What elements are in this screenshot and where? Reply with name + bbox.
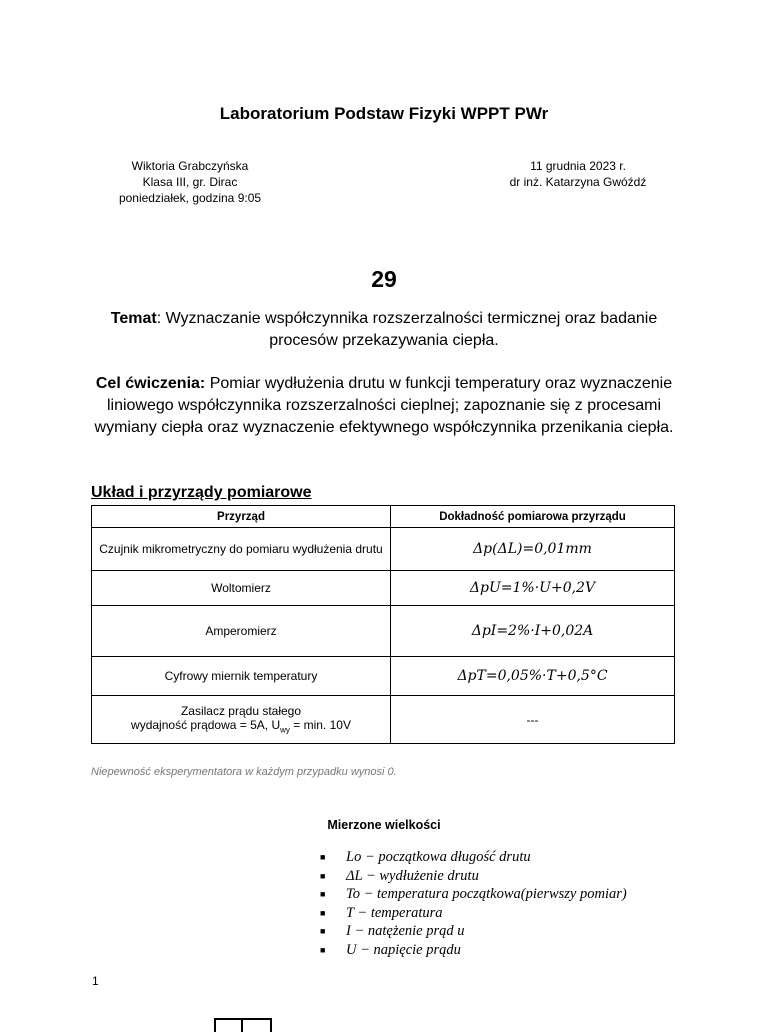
- list-item: [320, 885, 627, 904]
- spec-text: wydajność prądowa = 5A, U: [131, 718, 281, 733]
- list-item-text: U − napięcie prądu: [346, 941, 461, 958]
- instrument-accuracy: ΔpU=1%·U+0,2V: [391, 571, 675, 606]
- spec-text: = min. 10V: [289, 718, 351, 733]
- uncertainty-note: Niepewność eksperymentatora w każdym przypadku wynosi 0.: [91, 766, 397, 778]
- instrument-accuracy: ΔpT=0,05%·T+0,5°C: [391, 657, 675, 696]
- bullet-icon: ■: [320, 944, 326, 955]
- list-item: [320, 941, 627, 960]
- column-header-accuracy: Dokładność pomiarowa przyrządu: [391, 506, 675, 528]
- next-page-table-fragment: [214, 1018, 272, 1032]
- topic-paragraph: [90, 308, 678, 352]
- author-class: Klasa III, gr. Dirac: [142, 175, 238, 189]
- bullet-icon: ■: [320, 926, 326, 937]
- list-item: [320, 848, 627, 867]
- author-info: [100, 158, 280, 206]
- instrument-name-line: Zasilacz prądu stałego: [180, 704, 302, 719]
- exercise-number: 29: [371, 266, 397, 292]
- instrument-name: Amperomierz: [92, 606, 391, 657]
- table-row: [92, 606, 675, 657]
- list-item: [320, 867, 627, 886]
- report-date: 11 grudnia 2023 r.: [530, 159, 626, 173]
- column-header-instrument: Przyrząd: [92, 506, 391, 528]
- page-number: 1: [92, 974, 99, 988]
- list-item-text: T − temperatura: [346, 904, 443, 921]
- table-header-row: [92, 506, 675, 528]
- list-item-text: ΔL − wydłużenie drutu: [346, 867, 479, 884]
- instrument-spec-line: [96, 718, 386, 734]
- measured-list: [320, 848, 627, 959]
- goal-label: Cel ćwiczenia:: [95, 375, 206, 392]
- author-name: Wiktoria Grabczyńska: [131, 159, 249, 173]
- list-item-text: I − natężenie prąd u: [346, 923, 465, 939]
- list-item-text: Lo − początkowa długość drutu: [346, 849, 531, 865]
- date-supervisor-info: [478, 158, 678, 190]
- topic-label: Temat: [110, 310, 157, 327]
- table-row: [92, 657, 675, 696]
- instrument-accuracy: ---: [391, 696, 675, 744]
- list-item: [320, 922, 627, 941]
- goal-paragraph: [90, 373, 678, 439]
- author-session: poniedziałek, godzina 9:05: [118, 191, 262, 205]
- list-item-text: To − temperatura początkowa(pierwszy pomiar): [346, 886, 627, 902]
- instrument-name: Woltomierz: [92, 571, 391, 606]
- goal-text: Pomiar wydłużenia drutu w funkcji temperatury oraz wyznaczenie liniowego współczynnika rozszerzalności cieplnej; zapoznanie się z procesami wymiany ciepła oraz wyznaczenie efektywnego współczynnika przenikania ciepła.: [94, 375, 674, 436]
- spec-subscript: wy: [280, 725, 290, 735]
- instrument-accuracy: Δp(ΔL)=0,01mm: [391, 528, 675, 571]
- document-title: Laboratorium Podstaw Fizyki WPPT PWr: [219, 104, 549, 123]
- instrument-name: Czujnik mikrometryczny do pomiaru wydłużenia drutu: [92, 528, 391, 571]
- table-row: [92, 571, 675, 606]
- instrument-accuracy: ΔpI=2%·I+0,02A: [391, 606, 675, 657]
- bullet-icon: ■: [320, 889, 326, 900]
- topic-text: : Wyznaczanie współczynnika rozszerzalności termicznej oraz badanie procesów przekazywania ciepła.: [156, 310, 658, 349]
- instruments-heading: Układ i przyrządy pomiarowe: [91, 484, 312, 501]
- instrument-name: [92, 696, 391, 744]
- supervisor-name: dr inż. Katarzyna Gwóźdź: [509, 175, 647, 189]
- instrument-name: Cyfrowy miernik temperatury: [92, 657, 391, 696]
- bullet-icon: ■: [320, 870, 326, 881]
- bullet-icon: ■: [320, 852, 326, 863]
- list-item: [320, 904, 627, 923]
- table-row: [92, 696, 675, 744]
- table-row: [92, 528, 675, 571]
- bullet-icon: ■: [320, 907, 326, 918]
- measured-heading: Mierzone wielkości: [327, 818, 441, 832]
- instruments-table: [91, 505, 675, 744]
